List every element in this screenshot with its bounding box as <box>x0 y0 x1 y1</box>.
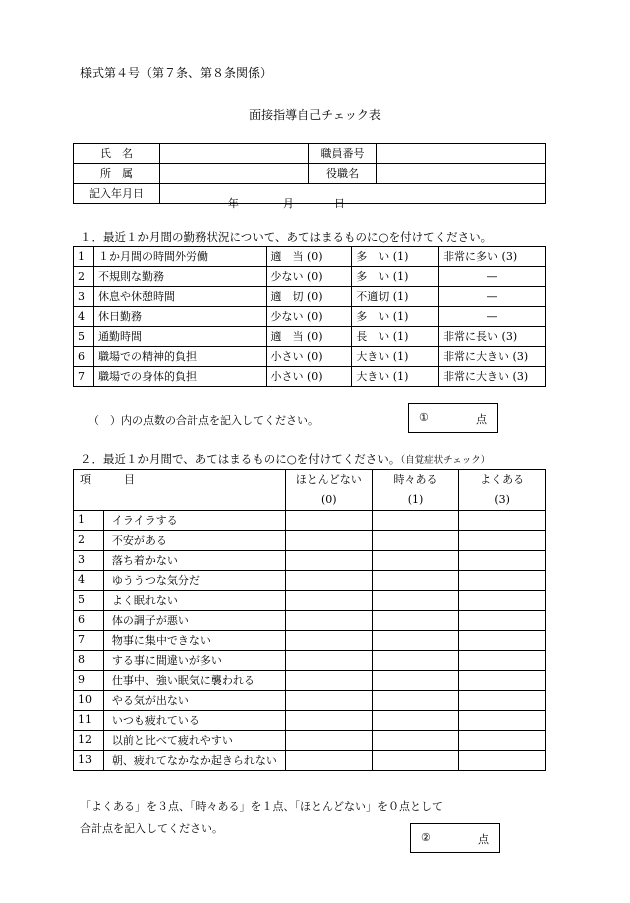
option-high[interactable]: — <box>439 267 546 287</box>
option-mid[interactable]: 多 い (1) <box>352 247 439 267</box>
symptom-sometimes-cell[interactable] <box>372 511 459 531</box>
col-sometimes-points: (1) <box>407 493 424 506</box>
work-status-row <box>74 327 546 347</box>
symptom-often-cell[interactable] <box>459 691 546 711</box>
option-mid[interactable]: 大きい (1) <box>352 367 439 387</box>
option-mid[interactable]: 不適切 (1) <box>352 287 439 307</box>
symptom-rarely-cell[interactable] <box>285 631 372 651</box>
symptom-rarely-cell[interactable] <box>285 571 372 591</box>
col-often-points: (3) <box>494 493 510 506</box>
symptom-rarely-cell[interactable] <box>285 751 372 771</box>
symptom-rarely-cell[interactable] <box>285 651 372 671</box>
symptom-no: 8 <box>74 651 104 671</box>
work-status-row <box>74 347 546 367</box>
symptom-header-item: 項 目 <box>74 470 286 511</box>
symptom-item: 体の調子が悪い <box>103 611 285 631</box>
col-rarely-points: (0) <box>321 493 337 506</box>
symptom-often-cell[interactable] <box>459 531 546 551</box>
section1-heading: １．最近１か月間の勤務状況について、あてはまるものに○を付けてください。 <box>80 230 493 244</box>
symptom-often-cell[interactable] <box>459 751 546 771</box>
work-status-item: 休日勤務 <box>93 307 266 327</box>
month-label: 月 <box>282 196 294 210</box>
symptom-sometimes-cell[interactable] <box>372 551 459 571</box>
day-label: 日 <box>333 196 345 210</box>
symptom-sometimes-cell[interactable] <box>372 591 459 611</box>
symptom-row <box>74 651 546 671</box>
symptom-sometimes-cell[interactable] <box>372 711 459 731</box>
symptom-item: やる気が出ない <box>103 691 285 711</box>
symptom-row <box>74 611 546 631</box>
symptom-no: 10 <box>74 691 104 711</box>
symptom-sometimes-cell[interactable] <box>372 691 459 711</box>
option-high[interactable]: — <box>439 287 546 307</box>
work-status-row <box>74 287 546 307</box>
symptom-item: する事に間違いが多い <box>103 651 285 671</box>
option-low[interactable]: 少ない (0) <box>266 307 352 327</box>
symptom-rarely-cell[interactable] <box>285 731 372 751</box>
work-status-item: 不規則な勤務 <box>93 267 266 287</box>
form-number: 様式第４号（第７条、第８条関係） <box>80 66 273 80</box>
symptom-sometimes-cell[interactable] <box>372 651 459 671</box>
work-status-no: 1 <box>74 247 94 267</box>
symptom-row <box>74 731 546 751</box>
work-status-no: 2 <box>74 267 94 287</box>
symptom-sometimes-cell[interactable] <box>372 571 459 591</box>
symptom-item: イライラする <box>103 511 285 531</box>
symptom-item: よく眠れない <box>103 591 285 611</box>
symptom-no: 7 <box>74 631 104 651</box>
symptom-often-cell[interactable] <box>459 731 546 751</box>
work-status-row <box>74 307 546 327</box>
symptom-no: 5 <box>74 591 104 611</box>
symptom-no: 1 <box>74 511 104 531</box>
section2-note-line2: 合計点を記入してください。 <box>80 822 223 835</box>
work-status-no: 5 <box>74 327 94 347</box>
work-status-no: 7 <box>74 367 94 387</box>
symptom-item: 仕事中、強い眠気に襲われる <box>103 671 285 691</box>
work-status-row <box>74 267 546 287</box>
col-often-label: よくある <box>480 473 525 486</box>
symptom-item: 物事に集中できない <box>103 631 285 651</box>
symptom-row <box>74 631 546 651</box>
employee-no-label: 職員番号 <box>308 144 377 164</box>
section2-heading <box>80 451 490 467</box>
symptom-item: 以前と比べて疲れやすい <box>103 731 285 751</box>
employee-no-field[interactable] <box>377 144 546 164</box>
symptom-rarely-cell[interactable] <box>285 591 372 611</box>
work-status-table <box>73 246 546 387</box>
symptom-sometimes-cell[interactable] <box>372 631 459 651</box>
option-mid[interactable]: 長 い (1) <box>352 327 439 347</box>
work-status-no: 6 <box>74 347 94 367</box>
symptom-sometimes-cell[interactable] <box>372 731 459 751</box>
symptom-row <box>74 511 546 531</box>
symptom-item: ゆううつな気分だ <box>103 571 285 591</box>
info-table <box>73 143 546 210</box>
symptom-sometimes-cell[interactable] <box>372 531 459 551</box>
symptom-no: 12 <box>74 731 104 751</box>
symptom-rarely-cell[interactable] <box>285 531 372 551</box>
score2-mark: ② <box>421 831 431 844</box>
symptom-row <box>74 591 546 611</box>
symptom-often-cell[interactable] <box>459 651 546 671</box>
symptom-item: 不安がある <box>103 531 285 551</box>
symptom-no: 11 <box>74 711 104 731</box>
option-high[interactable]: 非常に多い (3) <box>439 247 546 267</box>
symptom-sometimes-cell[interactable] <box>372 671 459 691</box>
symptom-rarely-cell[interactable] <box>285 711 372 731</box>
symptom-rarely-cell[interactable] <box>285 691 372 711</box>
score1-unit: 点 <box>476 413 487 426</box>
section2-heading-sub: （自覚症状チェック） <box>400 455 491 466</box>
section2-heading-main: ２．最近１か月間で、あてはまるものに○を付けてください。 <box>80 452 401 466</box>
work-status-no: 3 <box>74 287 94 307</box>
col-rarely-label: ほとんどない <box>295 473 362 486</box>
symptom-no: 13 <box>74 751 104 771</box>
symptom-no: 2 <box>74 531 104 551</box>
symptom-sometimes-cell[interactable] <box>372 611 459 631</box>
symptom-row <box>74 551 546 571</box>
symptom-often-cell[interactable] <box>459 551 546 571</box>
symptom-row <box>74 571 546 591</box>
symptom-item: いつも疲れている <box>103 711 285 731</box>
work-status-item: 職場での精神的負担 <box>93 347 266 367</box>
option-high[interactable]: 非常に大きい (3) <box>439 367 546 387</box>
symptom-often-cell[interactable] <box>459 611 546 631</box>
option-mid[interactable]: 多 い (1) <box>352 307 439 327</box>
symptom-often-cell[interactable] <box>459 571 546 591</box>
section2-note-line1: 「よくある」を３点、「時々ある」を１点、「ほとんどない」を０点として <box>80 800 443 813</box>
symptom-sometimes-cell[interactable] <box>372 751 459 771</box>
option-low[interactable]: 適 当 (0) <box>266 327 352 347</box>
option-mid[interactable]: 大きい (1) <box>352 347 439 367</box>
symptom-row <box>74 751 546 771</box>
option-high[interactable]: 非常に長い (3) <box>439 327 546 347</box>
symptom-rarely-cell[interactable] <box>285 511 372 531</box>
option-low[interactable]: 小さい (0) <box>266 367 352 387</box>
symptom-row <box>74 531 546 551</box>
symptom-often-cell[interactable] <box>459 511 546 531</box>
symptom-no: 9 <box>74 671 104 691</box>
work-status-item: １か月間の時間外労働 <box>93 247 266 267</box>
page-title: 面接指導自己チェック表 <box>249 108 381 122</box>
section1-note: （ ）内の点数の合計点を記入してください。 <box>88 414 319 427</box>
option-high[interactable]: 非常に大きい (3) <box>439 347 546 367</box>
symptom-rarely-cell[interactable] <box>285 611 372 631</box>
symptom-rarely-cell[interactable] <box>285 671 372 691</box>
work-status-item: 休息や休憩時間 <box>93 287 266 307</box>
score1-box[interactable] <box>408 403 498 433</box>
position-label: 役職名 <box>308 164 377 184</box>
work-status-no: 4 <box>74 307 94 327</box>
symptom-row <box>74 691 546 711</box>
symptom-no: 6 <box>74 611 104 631</box>
symptom-often-cell[interactable] <box>459 671 546 691</box>
option-high[interactable]: — <box>439 307 546 327</box>
score2-box[interactable] <box>410 823 500 853</box>
name-label: 氏 名 <box>74 144 160 164</box>
date-field[interactable] <box>159 184 545 210</box>
col-rarely-header <box>285 470 372 511</box>
score2-unit: 点 <box>478 833 489 846</box>
symptom-row <box>74 671 546 691</box>
option-low[interactable]: 適 切 (0) <box>266 287 352 307</box>
col-often-header <box>459 470 546 511</box>
symptom-no: 4 <box>74 571 104 591</box>
option-low[interactable]: 適 当 (0) <box>266 247 352 267</box>
date-label: 記入年月日 <box>74 184 160 204</box>
option-mid[interactable]: 多 い (1) <box>352 267 439 287</box>
work-status-item: 通勤時間 <box>93 327 266 347</box>
symptom-check-table <box>73 469 546 771</box>
affiliation-field[interactable] <box>159 164 308 184</box>
name-field[interactable] <box>159 144 308 164</box>
work-status-item: 職場での身体的負担 <box>93 367 266 387</box>
option-low[interactable]: 小さい (0) <box>266 347 352 367</box>
symptom-item: 朝、疲れてなかなか起きられない <box>103 751 285 771</box>
symptom-often-cell[interactable] <box>459 591 546 611</box>
symptom-row <box>74 711 546 731</box>
work-status-row <box>74 367 546 387</box>
year-label: 年 <box>227 196 239 210</box>
option-low[interactable]: 少ない (0) <box>266 267 352 287</box>
affiliation-label: 所 属 <box>74 164 160 184</box>
position-field[interactable] <box>377 164 546 184</box>
col-sometimes-header <box>372 470 459 511</box>
score1-mark: ① <box>419 411 429 424</box>
symptom-often-cell[interactable] <box>459 631 546 651</box>
symptom-rarely-cell[interactable] <box>285 551 372 571</box>
symptom-item: 落ち着かない <box>103 551 285 571</box>
symptom-no: 3 <box>74 551 104 571</box>
symptom-often-cell[interactable] <box>459 711 546 731</box>
work-status-row <box>74 247 546 267</box>
col-sometimes-label: 時々ある <box>393 473 438 486</box>
